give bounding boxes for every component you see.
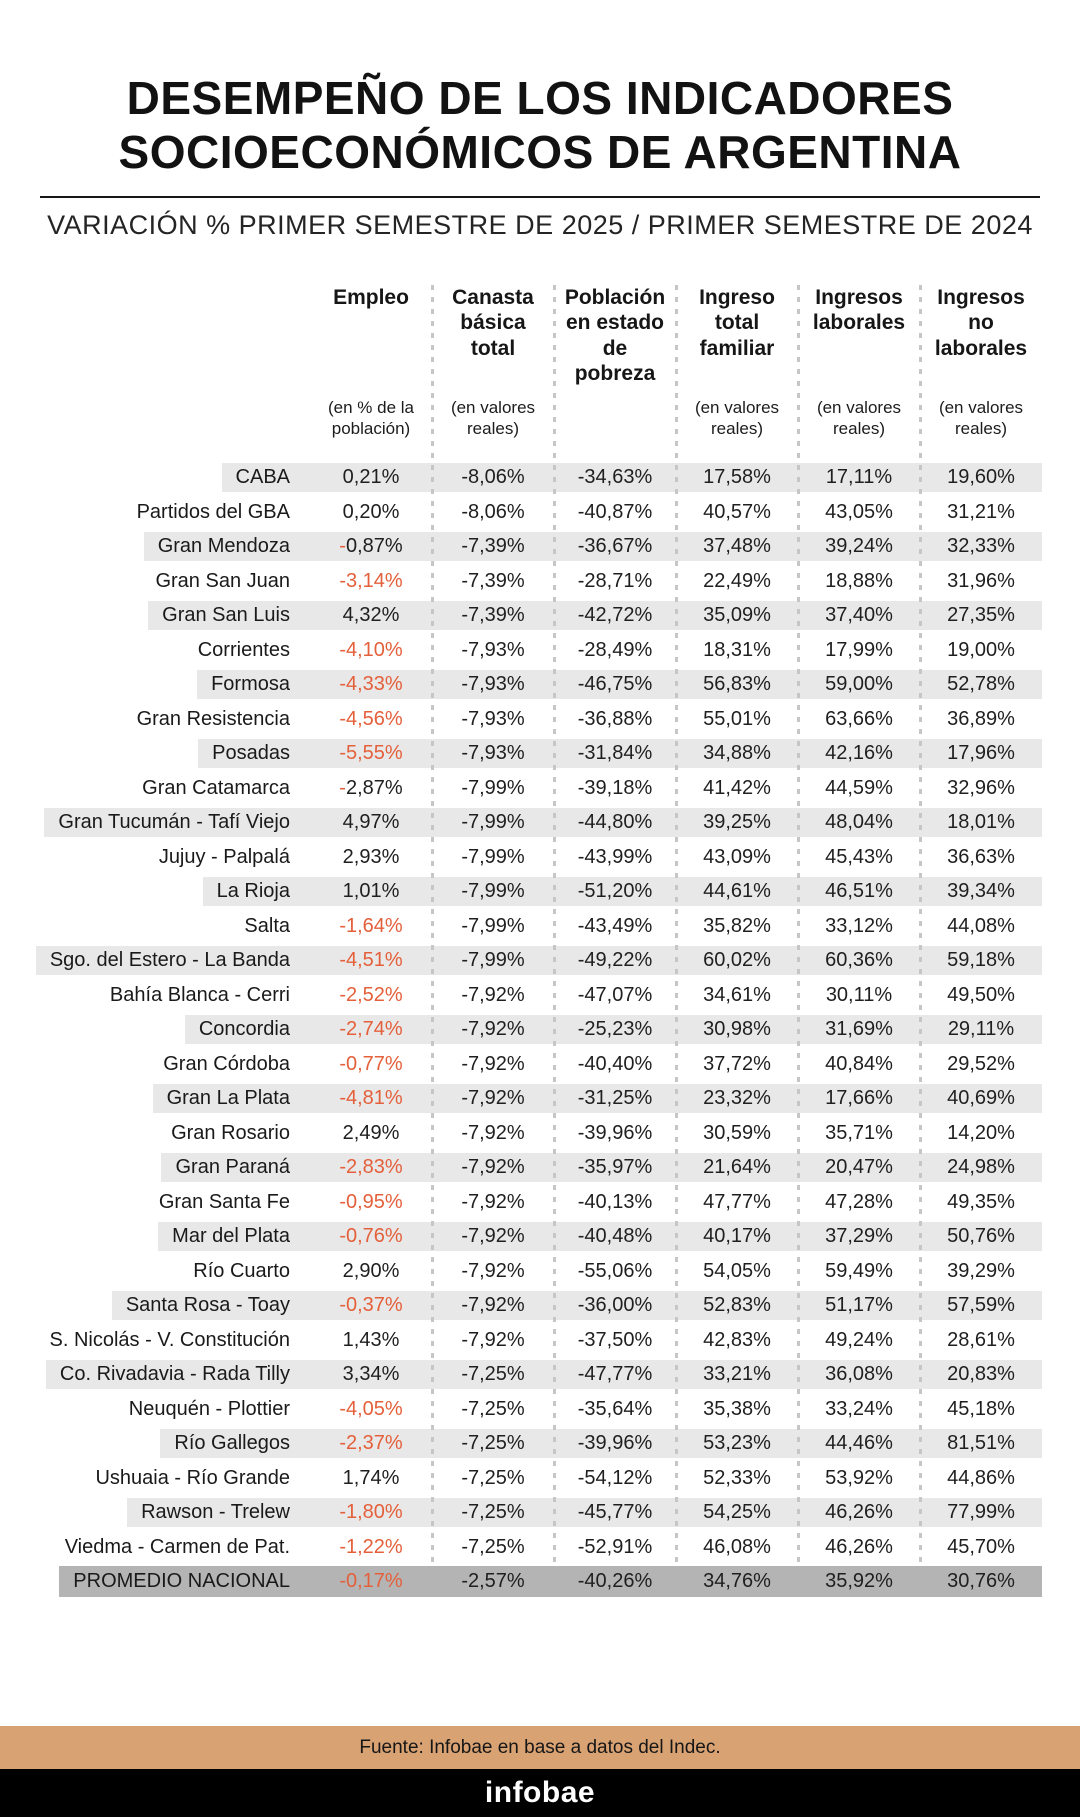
value-cell: -7,92% [461,1156,525,1179]
value-cell: 48,04% [825,811,893,834]
region-label: Río Cuarto [193,1259,290,1282]
value-cell: -1,22% [339,1535,403,1558]
row-band [197,670,1042,699]
value-cell: -7,92% [461,1259,525,1282]
row-band [115,1395,1042,1424]
row-band [127,1498,1042,1527]
value-cell: 60,02% [703,949,771,972]
region-label: Gran La Plata [166,1087,290,1110]
value-cell: 44,61% [703,880,771,903]
value-cell: 2,49% [342,1121,400,1144]
region-label: Salta [244,914,290,937]
value-cell: 40,69% [947,1087,1015,1110]
value-cell: 29,11% [947,1018,1015,1041]
value-cell: -49,22% [577,949,653,972]
value-cell: 45,18% [947,1397,1015,1420]
region-label: Gran Paraná [175,1156,290,1179]
row-band [112,1291,1042,1320]
region-label: Gran Catamarca [142,776,290,799]
region-label: Gran Córdoba [163,1052,290,1075]
value-cell: -44,80% [577,811,653,834]
value-cell: -7,25% [461,1397,525,1420]
value-cell: -28,71% [577,569,653,592]
value-cell: -4,05% [339,1397,403,1420]
region-label: PROMEDIO NACIONAL [73,1570,290,1593]
row-band [145,1188,1042,1217]
value-cell: 56,83% [703,673,771,696]
value-cell: 55,01% [703,707,771,730]
region-label: Ushuaia - Río Grande [95,1466,290,1489]
row-band [149,1050,1042,1079]
value-cell: 18,01% [947,811,1015,834]
value-cell: 60,36% [825,949,893,972]
value-cell: -31,84% [577,742,653,765]
value-cell: 54,25% [703,1501,771,1524]
region-label: Posadas [212,742,290,765]
value-cell: -39,96% [577,1432,653,1455]
value-cell: -7,39% [461,569,525,592]
value-cell: 35,09% [703,604,771,627]
value-cell: 17,99% [825,638,893,661]
value-cell: -8,06% [461,466,525,489]
value-cell: -8,06% [461,500,525,523]
value-cell: -40,26% [577,1570,653,1593]
value-cell: -7,25% [461,1363,525,1386]
value-cell: -7,92% [461,1328,525,1351]
dotted-separator [675,285,678,1565]
value-cell: -40,48% [577,1225,653,1248]
row-band [46,1360,1042,1389]
row-band [203,877,1042,906]
value-cell: 37,48% [703,535,771,558]
value-cell: -4,33% [339,673,403,696]
value-cell: 1,74% [342,1466,400,1489]
region-label: Viedma - Carmen de Pat. [64,1535,290,1558]
value-cell: -7,99% [461,949,525,972]
row-band [123,498,1042,527]
value-cell: 17,11% [825,466,893,489]
value-cell: -35,64% [577,1397,653,1420]
infographic-page [0,72,1080,1817]
value-cell: 14,20% [947,1121,1015,1144]
value-cell: -7,39% [461,535,525,558]
value-cell: 46,51% [825,880,893,903]
value-cell: 17,58% [703,466,771,489]
region-label: Concordia [198,1018,290,1041]
value-cell: 22,49% [703,569,771,592]
value-cell: -40,40% [577,1052,653,1075]
value-cell: 34,76% [703,1570,771,1593]
row-band [141,567,1042,596]
page-title [40,72,1040,180]
value-cell: -43,99% [577,845,653,868]
value-cell: -51,20% [577,880,653,903]
value-cell: -39,18% [577,776,653,799]
value-cell: -0,77% [339,1052,403,1075]
value-cell: 40,57% [703,500,771,523]
column-header: Empleo [333,285,409,309]
value-cell: -7,99% [461,880,525,903]
column-subheader: (en valores reales) [938,397,1024,438]
value-cell: 0,20% [342,500,400,523]
row-band [36,946,1042,975]
value-cell: 37,72% [703,1052,771,1075]
value-cell: -7,92% [461,1294,525,1317]
value-cell: 36,08% [825,1363,893,1386]
value-cell: 51,17% [825,1294,893,1317]
value-cell: 49,35% [947,1190,1015,1213]
value-cell: -36,00% [577,1294,653,1317]
value-cell: -4,10% [339,638,403,661]
value-cell: -31,25% [577,1087,653,1110]
value-cell: -0,95% [339,1190,403,1213]
row-band [185,1015,1042,1044]
value-cell: -35,97% [577,1156,653,1179]
row-band [160,1429,1042,1458]
value-cell: -4,81% [339,1087,403,1110]
row-band [157,1119,1042,1148]
value-cell: -2,74% [339,1018,403,1041]
column-subheader: (en valores reales) [450,397,536,438]
dotted-separator [797,285,800,1565]
value-cell: -7,99% [461,914,525,937]
row-band [96,981,1042,1010]
value-cell: 59,18% [947,949,1015,972]
value-cell: -0,87% [339,535,403,558]
value-cell: -40,13% [577,1190,653,1213]
value-cell: 23,32% [703,1087,771,1110]
value-cell: 27,35% [947,604,1015,627]
value-cell: -36,67% [577,535,653,558]
value-cell: 53,23% [703,1432,771,1455]
value-cell: 33,24% [825,1397,893,1420]
value-cell: 63,66% [825,707,893,730]
value-cell: 44,08% [947,914,1015,937]
value-cell: 42,83% [703,1328,771,1351]
value-cell: 35,92% [825,1570,893,1593]
row-band [123,705,1042,734]
value-cell: 47,77% [703,1190,771,1213]
value-cell: -7,92% [461,1190,525,1213]
column-header: Canasta básica total [452,285,534,360]
value-cell: 34,88% [703,742,771,765]
row-band [153,1084,1042,1113]
value-cell: 4,32% [342,604,400,627]
row-band [144,532,1042,561]
value-cell: -7,92% [461,1087,525,1110]
row-band [184,636,1042,665]
value-cell: 54,05% [703,1259,771,1282]
value-cell: -7,25% [461,1535,525,1558]
value-cell: 44,86% [947,1466,1015,1489]
value-cell: 17,66% [825,1087,893,1110]
page-title-line1: DESEMPEÑO DE LOS INDICADORES [126,72,954,124]
row-band [145,843,1042,872]
value-cell: -2,37% [339,1432,403,1455]
row-band [198,739,1042,768]
region-label: Neuquén - Plottier [128,1397,290,1420]
value-cell: 30,59% [703,1121,771,1144]
value-cell: -7,93% [461,707,525,730]
value-cell: 17,96% [947,742,1015,765]
value-cell: -7,92% [461,1052,525,1075]
region-label: Mar del Plata [172,1225,290,1248]
value-cell: 39,29% [947,1259,1015,1282]
column-header: Ingresos no laborales [934,285,1028,360]
value-cell: -42,72% [577,604,653,627]
value-cell: 4,97% [342,811,400,834]
column-subheader [554,397,676,418]
value-cell: 20,47% [825,1156,893,1179]
region-label: S. Nicolás - V. Constitución [49,1328,290,1351]
row-band [36,1326,1042,1355]
value-cell: 31,69% [825,1018,893,1041]
value-cell: 40,84% [825,1052,893,1075]
column-subheader: (en % de la población) [328,397,414,438]
value-cell: -2,83% [339,1156,403,1179]
source-bar [0,1726,1080,1769]
value-cell: -47,77% [577,1363,653,1386]
column-header: Ingresos laborales [812,285,906,335]
value-cell: 42,16% [825,742,893,765]
value-cell: 45,70% [947,1535,1015,1558]
value-cell: 24,98% [947,1156,1015,1179]
value-cell: -52,91% [577,1535,653,1558]
value-cell: -7,92% [461,1121,525,1144]
value-cell: -1,64% [339,914,403,937]
value-cell: 37,29% [825,1225,893,1248]
value-cell: 36,89% [947,707,1015,730]
value-cell: 36,63% [947,845,1015,868]
region-label: Santa Rosa - Toay [125,1294,290,1317]
page-subtitle: VARIACIÓN % PRIMER SEMESTRE DE 2025 / PRIMER SEMESTRE DE 2024 [47,209,1033,240]
region-label: Río Gallegos [174,1432,290,1455]
row-band [59,1566,1042,1597]
value-cell: 35,38% [703,1397,771,1420]
value-cell: 43,09% [703,845,771,868]
value-cell: -40,87% [577,500,653,523]
value-cell: -0,76% [339,1225,403,1248]
value-cell: 39,25% [703,811,771,834]
value-cell: 35,71% [825,1121,893,1144]
infobae-logo: infobae [484,1776,596,1809]
value-cell: -25,23% [577,1018,653,1041]
value-cell: 52,78% [947,673,1015,696]
region-label: Sgo. del Estero - La Banda [49,949,290,972]
value-cell: 53,92% [825,1466,893,1489]
value-cell: 3,34% [342,1363,400,1386]
brand-bar [0,1769,1080,1817]
value-cell: -28,49% [577,638,653,661]
data-table [0,285,1080,1600]
region-label: Gran Santa Fe [158,1190,290,1213]
value-cell: -7,93% [461,742,525,765]
value-cell: 32,33% [947,535,1015,558]
row-band [128,774,1042,803]
value-cell: 44,59% [825,776,893,799]
table-row-national-average [0,1565,1080,1600]
region-label: Gran Rosario [171,1121,290,1144]
region-label: Rawson - Trelew [141,1501,290,1524]
value-cell: 34,61% [703,983,771,1006]
value-cell: 59,00% [825,673,893,696]
title-divider [40,196,1040,198]
value-cell: -7,93% [461,673,525,696]
value-cell: 47,28% [825,1190,893,1213]
value-cell: 44,46% [825,1432,893,1455]
value-cell: 43,05% [825,500,893,523]
value-cell: 77,99% [947,1501,1015,1524]
region-label: Formosa [211,673,290,696]
row-band [158,1222,1042,1251]
value-cell: -7,39% [461,604,525,627]
column-header: Ingreso total familiar [699,285,775,360]
value-cell: -46,75% [577,673,653,696]
row-band [51,1533,1042,1562]
row-band [179,1257,1042,1286]
value-cell: 1,01% [342,880,400,903]
region-label: Gran Tucumán - Tafí Viejo [58,811,290,834]
value-cell: 40,17% [703,1225,771,1248]
value-cell: 33,21% [703,1363,771,1386]
value-cell: 59,49% [825,1259,893,1282]
value-cell: 18,88% [825,569,893,592]
value-cell: -45,77% [577,1501,653,1524]
value-cell: -1,80% [339,1501,403,1524]
value-cell: -39,96% [577,1121,653,1144]
value-cell: 32,96% [947,776,1015,799]
value-cell: 46,26% [825,1535,893,1558]
value-cell: -7,92% [461,983,525,1006]
value-cell: 30,76% [947,1570,1015,1593]
value-cell: 31,21% [947,500,1015,523]
value-cell: 52,33% [703,1466,771,1489]
value-cell: -2,52% [339,983,403,1006]
value-cell: 29,52% [947,1052,1015,1075]
region-label: Gran San Juan [155,569,290,592]
value-cell: -7,25% [461,1466,525,1489]
dotted-separator [553,285,556,1565]
value-cell: 1,43% [342,1328,400,1351]
value-cell: 49,50% [947,983,1015,1006]
region-label: Partidos del GBA [136,500,290,523]
value-cell: 31,96% [947,569,1015,592]
value-cell: 46,26% [825,1501,893,1524]
value-cell: 52,83% [703,1294,771,1317]
column-subheader: (en valores reales) [694,397,780,438]
value-cell: 20,83% [947,1363,1015,1386]
value-cell: 2,93% [342,845,400,868]
value-cell: -7,99% [461,776,525,799]
dotted-separator [431,285,434,1565]
value-cell: 35,82% [703,914,771,937]
row-band [148,601,1042,630]
row-band [81,1464,1042,1493]
value-cell: 45,43% [825,845,893,868]
value-cell: 19,60% [947,466,1015,489]
value-cell: -36,88% [577,707,653,730]
value-cell: 39,34% [947,880,1015,903]
value-cell: 50,76% [947,1225,1015,1248]
region-label: Corrientes [197,638,290,661]
value-cell: 30,11% [825,983,893,1006]
region-label: Gran San Luis [162,604,290,627]
page-title-line2: SOCIOECONÓMICOS DE ARGENTINA [118,125,962,178]
column-subheader: (en valores reales) [816,397,902,438]
region-label: Co. Rivadavia - Rada Tilly [59,1363,290,1386]
value-cell: 49,24% [825,1328,893,1351]
value-cell: -7,99% [461,845,525,868]
value-cell: -4,56% [339,707,403,730]
value-cell: -2,87% [339,776,403,799]
value-cell: -7,93% [461,638,525,661]
row-band [44,808,1042,837]
value-cell: 33,12% [825,914,893,937]
value-cell: 46,08% [703,1535,771,1558]
column-header: Población en estado de pobreza [564,285,666,386]
value-cell: 57,59% [947,1294,1015,1317]
value-cell: -0,17% [339,1570,403,1593]
region-label: Bahía Blanca - Cerri [109,983,290,1006]
value-cell: 41,42% [703,776,771,799]
value-cell: -34,63% [577,466,653,489]
value-cell: -54,12% [577,1466,653,1489]
value-cell: 18,31% [703,638,771,661]
value-cell: 28,61% [947,1328,1015,1351]
value-cell: 81,51% [947,1432,1015,1455]
value-cell: -7,99% [461,811,525,834]
region-label: Jujuy - Palpalá [158,845,290,868]
dotted-separator [919,285,922,1565]
row-band [161,1153,1042,1182]
value-cell: 21,64% [703,1156,771,1179]
value-cell: -47,07% [577,983,653,1006]
value-cell: 0,21% [342,466,400,489]
value-cell: -7,92% [461,1225,525,1248]
region-label: Gran Mendoza [157,535,290,558]
value-cell: -7,25% [461,1432,525,1455]
value-cell: 37,40% [825,604,893,627]
value-cell: 19,00% [947,638,1015,661]
source-text: Fuente: Infobae en base a datos del Indec. [359,1736,721,1758]
value-cell: 30,98% [703,1018,771,1041]
value-cell: -43,49% [577,914,653,937]
value-cell: -2,57% [461,1570,525,1593]
region-label: Gran Resistencia [136,707,290,730]
value-cell: -3,14% [339,569,403,592]
region-label: CABA [235,466,290,489]
value-cell: -7,92% [461,1018,525,1041]
value-cell: -5,55% [339,742,403,765]
value-cell: -0,37% [339,1294,403,1317]
value-cell: 39,24% [825,535,893,558]
value-cell: -37,50% [577,1328,653,1351]
value-cell: 2,90% [342,1259,400,1282]
value-cell: -55,06% [577,1259,653,1282]
value-cell: -7,25% [461,1501,525,1524]
value-cell: -4,51% [339,949,403,972]
region-label: La Rioja [216,880,290,903]
